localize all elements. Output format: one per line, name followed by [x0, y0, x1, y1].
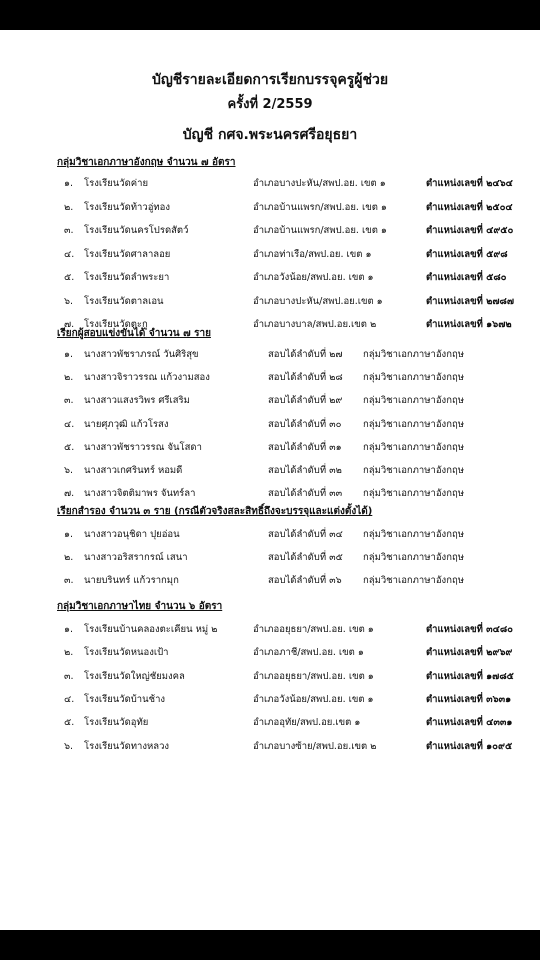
exam-rank: สอบได้ลำดับที่ ๓๐ — [268, 418, 342, 430]
position-number: ตำแหน่งเลขที่ ๔๓๓๑ — [426, 717, 513, 729]
subject-group: กลุ่มวิชาเอกภาษาอังกฤษ — [363, 529, 464, 540]
section-heading-reserve-candidates: เรียกสำรอง จำนวน ๓ ราย (กรณีตัวจริงสละสิทธิ์ถึงจะบรรจุและแต่งตั้งได้) — [57, 506, 373, 517]
position-number: ตำแหน่งเลขที่ ๓๔๘๐ — [426, 624, 513, 635]
item-number: ๕. — [64, 717, 75, 729]
list-item — [0, 390, 540, 411]
candidate-name: นางสาวแสงรวิพร ศรีเสริม — [84, 395, 190, 407]
district-office: อำเภอบางซ้าย/สพป.อย.เขต ๒ — [253, 740, 377, 752]
item-number: ๕. — [64, 441, 75, 453]
subject-group: กลุ่มวิชาเอกภาษาอังกฤษ — [363, 488, 464, 500]
item-number: ๓. — [64, 670, 74, 682]
list-item — [0, 642, 540, 663]
school-name: โรงเรียนบ้านคลองตะเคียน หมู่ ๒ — [84, 624, 218, 635]
item-number: ๒. — [64, 372, 74, 384]
district-office: อำเภออุทัย/สพป.อย.เขต ๑ — [253, 717, 361, 729]
list-item — [0, 173, 540, 194]
list-item — [0, 437, 540, 458]
item-number: ๔. — [64, 418, 75, 430]
item-number: ๒. — [64, 647, 74, 659]
position-number: ตำแหน่งเลขที่ ๒๕๐๔ — [426, 201, 513, 213]
item-number: ๓. — [64, 225, 74, 236]
school-name: โรงเรียนวัดบ้านช้าง — [84, 693, 166, 705]
subject-group: กลุ่มวิชาเอกภาษาอังกฤษ — [363, 395, 464, 407]
list-item — [0, 460, 540, 481]
item-number: ๓. — [64, 575, 74, 586]
item-number: ๑. — [64, 178, 74, 189]
district-office: อำเภอวังน้อย/สพป.อย. เขต ๑ — [253, 272, 374, 283]
position-number: ตำแหน่งเลขที่ ๑๖๗๒ — [426, 319, 512, 330]
item-number: ๑. — [64, 349, 74, 360]
list-item — [0, 220, 540, 241]
list-item — [0, 414, 540, 435]
item-number: ๖. — [64, 295, 74, 307]
section-heading-called-candidates: เรียกผู้สอบแข่งขันได้ จำนวน ๗ ราย — [57, 328, 211, 339]
exam-rank: สอบได้ลำดับที่ ๒๗ — [268, 349, 343, 360]
candidate-name: นางสาวอนุชิดา ปุยอ่อน — [84, 529, 180, 540]
list-item — [0, 367, 540, 388]
list-item — [0, 666, 540, 687]
position-number: ตำแหน่งเลขที่ ๑๗๘๕ — [426, 670, 514, 682]
school-name: โรงเรียนวัดศาลาลอย — [84, 248, 171, 260]
position-number: ตำแหน่งเลขที่ ๑๐๙๕ — [426, 740, 513, 752]
document-round: ครั้งที่ 2/2559 — [227, 97, 313, 112]
position-number: ตำแหน่งเลขที่ ๔๙๕๐ — [426, 225, 514, 236]
district-office: อำเภออยุธยา/สพป.อย. เขต ๑ — [253, 670, 374, 682]
subject-group: กลุ่มวิชาเอกภาษาอังกฤษ — [363, 575, 464, 586]
document-list-name: บัญชี กศจ.พระนครศรีอยุธยา — [182, 127, 358, 143]
list-item — [0, 736, 540, 757]
subject-group: กลุ่มวิชาเอกภาษาอังกฤษ — [363, 552, 464, 563]
item-number: ๔. — [64, 693, 75, 705]
candidate-name: นายบรินทร์ แก้วรากมุก — [84, 575, 179, 586]
list-item — [0, 524, 540, 545]
subject-group: กลุ่มวิชาเอกภาษาอังกฤษ — [363, 465, 464, 476]
district-office: อำเภอบางปะหัน/สพป.อย.เขต ๑ — [253, 295, 383, 307]
school-name: โรงเรียนวัดใหญ่ชัยมงคล — [84, 670, 185, 682]
list-item — [0, 547, 540, 568]
section-heading-english-vacancies: กลุ่มวิชาเอกภาษาอังกฤษ จำนวน ๗ อัตรา — [57, 157, 236, 168]
item-number: ๔. — [64, 248, 75, 260]
list-item — [0, 619, 540, 640]
list-item — [0, 197, 540, 218]
item-number: ๓. — [64, 395, 74, 407]
item-number: ๖. — [64, 740, 74, 752]
item-number: ๑. — [64, 624, 74, 635]
district-office: อำเภออยุธยา/สพป.อย. เขต ๑ — [253, 624, 374, 635]
section-heading-thai-vacancies: กลุ่มวิชาเอกภาษาไทย จำนวน ๖ อัตรา — [57, 601, 223, 612]
district-office: อำเภอภาชี/สพป.อย. เขต ๑ — [253, 647, 364, 659]
item-number: ๒. — [64, 552, 74, 563]
school-name: โรงเรียนวัดนครโปรดสัตว์ — [84, 225, 189, 236]
district-office: อำเภอบางปะหัน/สพป.อย. เขต ๑ — [253, 178, 386, 189]
school-name: โรงเรียนวัดค่าย — [84, 178, 149, 189]
item-number: ๑. — [64, 529, 74, 540]
list-item — [0, 267, 540, 288]
district-office: อำเภอท่าเรือ/สพป.อย. เขต ๑ — [253, 248, 372, 260]
item-number: ๒. — [64, 201, 74, 213]
subject-group: กลุ่มวิชาเอกภาษาอังกฤษ — [363, 372, 464, 384]
candidate-name: นางสาวพัชราภรณ์ วันศิริสุข — [84, 349, 199, 360]
district-office: อำเภอบ้านแพรก/สพป.อย. เขต ๑ — [253, 201, 387, 213]
candidate-name: นางสาวจิตติมาพร จันทร์ลา — [84, 488, 196, 500]
exam-rank: สอบได้ลำดับที่ ๓๒ — [268, 465, 342, 476]
school-name: โรงเรียนวัดตาลเอน — [84, 295, 164, 307]
exam-rank: สอบได้ลำดับที่ ๓๖ — [268, 575, 342, 586]
school-name: โรงเรียนวัดลำพระยา — [84, 272, 170, 283]
candidate-name: นางสาวเกศรินทร์ หอมดี — [84, 465, 183, 476]
position-number: ตำแหน่งเลขที่ ๕๙๘ — [426, 248, 508, 260]
candidate-name: นางสาวจิราวรรณ แก้วงามสอง — [84, 372, 210, 384]
list-item — [0, 689, 540, 710]
candidate-name: นายศุภวุฒิ แก้วโรสง — [84, 418, 169, 430]
position-number: ตำแหน่งเลขที่ ๓๖๓๑ — [426, 693, 512, 705]
position-number: ตำแหน่งเลขที่ ๒๙๖๙ — [426, 647, 513, 659]
exam-rank: สอบได้ลำดับที่ ๓๕ — [268, 552, 343, 563]
subject-group: กลุ่มวิชาเอกภาษาอังกฤษ — [363, 441, 464, 453]
list-item — [0, 344, 540, 365]
position-number: ตำแหน่งเลขที่ ๒๔๖๔ — [426, 178, 513, 189]
exam-rank: สอบได้ลำดับที่ ๒๙ — [268, 395, 343, 407]
item-number: ๕. — [64, 272, 75, 283]
position-number: ตำแหน่งเลขที่ ๒๗๘๗ — [426, 295, 515, 307]
exam-rank: สอบได้ลำดับที่ ๓๓ — [268, 488, 343, 500]
candidate-name: นางสาวพัชราวรรณ จันโสดา — [84, 441, 202, 453]
district-office: อำเภอบางบาล/สพป.อย.เขต ๒ — [253, 319, 377, 330]
item-number: ๗. — [64, 319, 75, 330]
list-item — [0, 291, 540, 312]
district-office: อำเภอวังน้อย/สพป.อย. เขต ๑ — [253, 693, 374, 705]
list-item — [0, 712, 540, 733]
school-name: โรงเรียนวัดหนองเป้า — [84, 647, 169, 659]
exam-rank: สอบได้ลำดับที่ ๓๔ — [268, 529, 343, 540]
district-office: อำเภอบ้านแพรก/สพป.อย. เขต ๑ — [253, 225, 387, 236]
subject-group: กลุ่มวิชาเอกภาษาอังกฤษ — [363, 418, 464, 430]
list-item — [0, 570, 540, 591]
item-number: ๗. — [64, 488, 75, 500]
exam-rank: สอบได้ลำดับที่ ๓๑ — [268, 441, 342, 453]
school-name: โรงเรียนวัดท้าวอู่ทอง — [84, 201, 171, 213]
school-name: โรงเรียนวัดอุทัย — [84, 717, 149, 729]
document-title: บัญชีรายละเอียดการเรียกบรรจุครูผู้ช่วย — [151, 72, 389, 88]
exam-rank: สอบได้ลำดับที่ ๒๘ — [268, 372, 343, 384]
subject-group: กลุ่มวิชาเอกภาษาอังกฤษ — [363, 349, 464, 360]
item-number: ๖. — [64, 465, 74, 476]
position-number: ตำแหน่งเลขที่ ๕๘๐ — [426, 272, 507, 283]
school-name: โรงเรียนวัดตะกู — [84, 319, 148, 330]
school-name: โรงเรียนวัดทางหลวง — [84, 740, 170, 752]
candidate-name: นางสาวอริสรากรณ์ เสนา — [84, 552, 188, 563]
document-page — [0, 30, 540, 930]
list-item — [0, 244, 540, 265]
